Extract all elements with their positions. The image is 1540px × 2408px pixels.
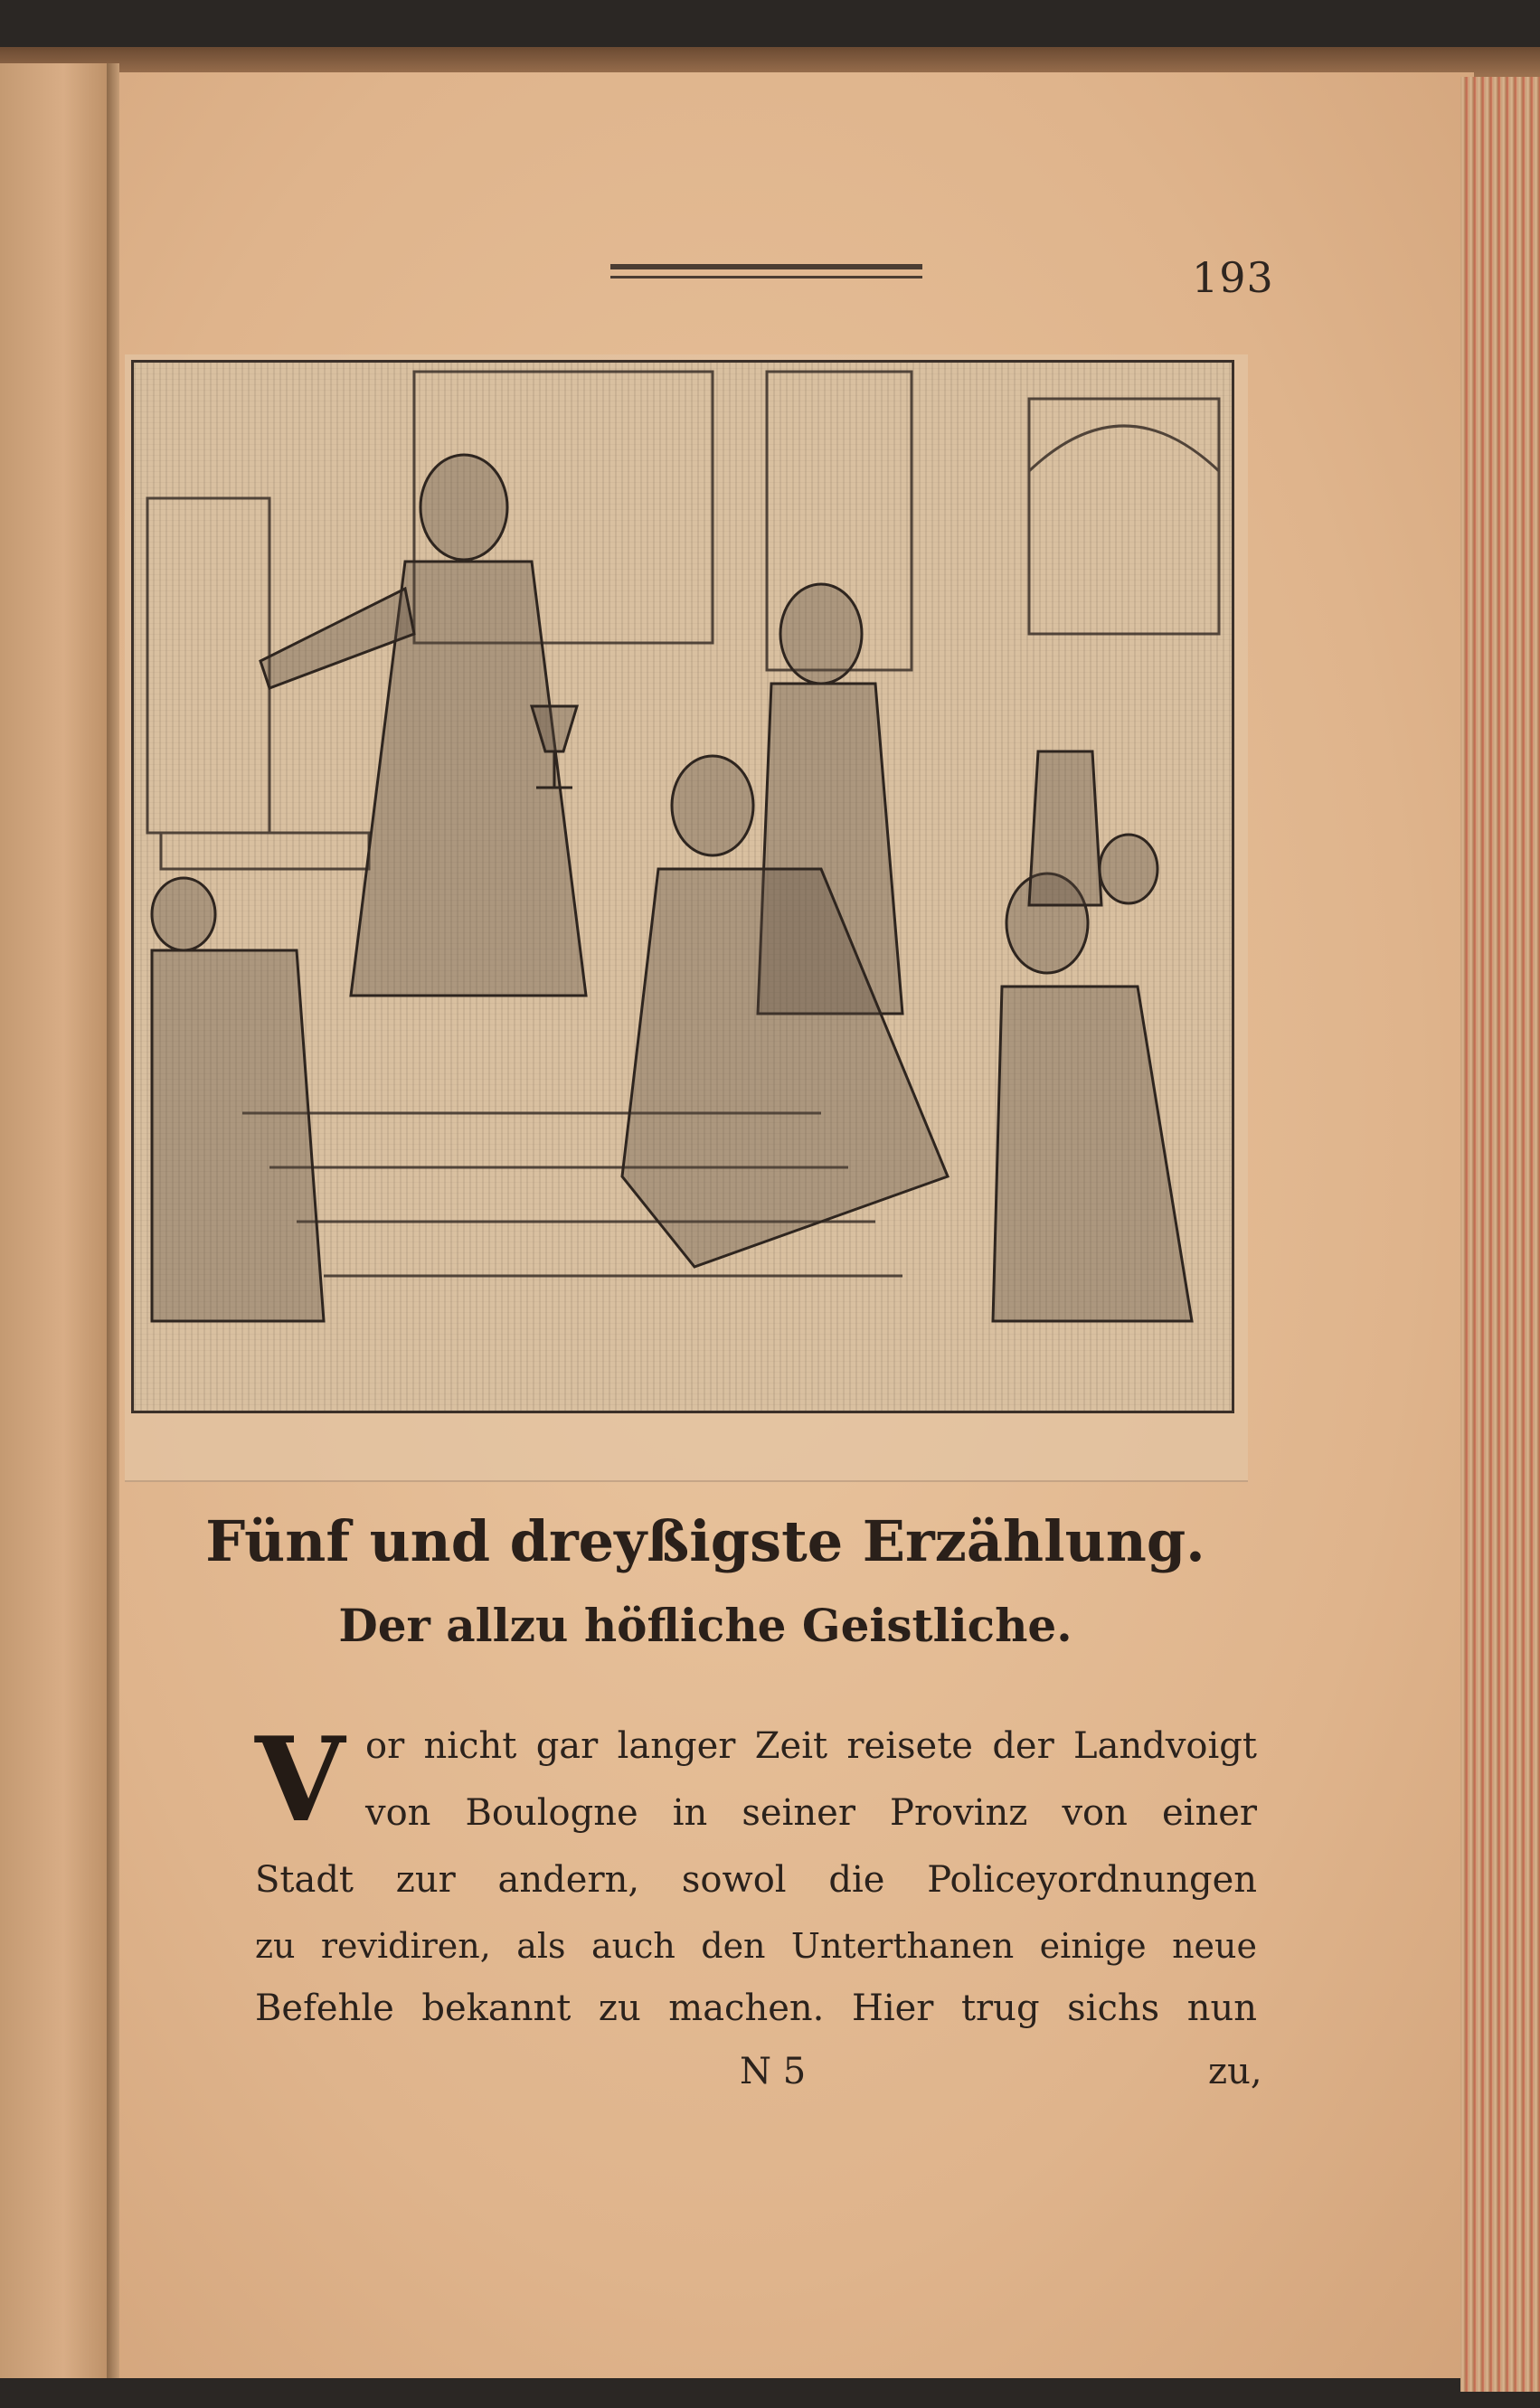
acolyte-head [152, 878, 215, 950]
body-line-4: zu revidiren, als auch den Unterthanen einige neue [255, 1926, 1257, 1966]
engraving-drawing [134, 363, 1232, 1411]
acolyte-body [152, 950, 324, 1321]
altar [147, 498, 269, 833]
body-line-3: Stadt zur andern, sowol die Policeyordnungen [255, 1859, 1257, 1901]
book-gutter [107, 63, 119, 2378]
gothic-window [1029, 399, 1219, 634]
page-number: 193 [1192, 253, 1274, 302]
body-line-5: Befehle bekannt zu machen. Hier trug sichs nun [255, 1988, 1257, 2029]
nobleman-cloak [622, 869, 948, 1267]
attendant-head [780, 584, 862, 684]
priest-head [420, 455, 507, 560]
story-title: Fünf und dreyßigste Erzählung. [205, 1508, 1205, 1574]
left-page-edge [0, 63, 116, 2378]
catchword: zu, [1208, 2051, 1262, 2092]
drop-cap: V [255, 1713, 345, 1848]
kneeling-man-body [993, 987, 1192, 1321]
nobleman-head [672, 756, 753, 855]
header-rule [610, 264, 922, 279]
body-line-1: or nicht gar langer Zeit reisete der Landvoigt [365, 1725, 1257, 1767]
body-line-2: von Boulogne in seiner Provinz von einer [365, 1792, 1257, 1834]
engraving-illustration [131, 360, 1234, 1413]
page-stack-edge [1460, 77, 1540, 2392]
story-subtitle: Der allzu höfliche Geistliche. [338, 1599, 1072, 1652]
signature-mark: N 5 [740, 2051, 807, 2092]
